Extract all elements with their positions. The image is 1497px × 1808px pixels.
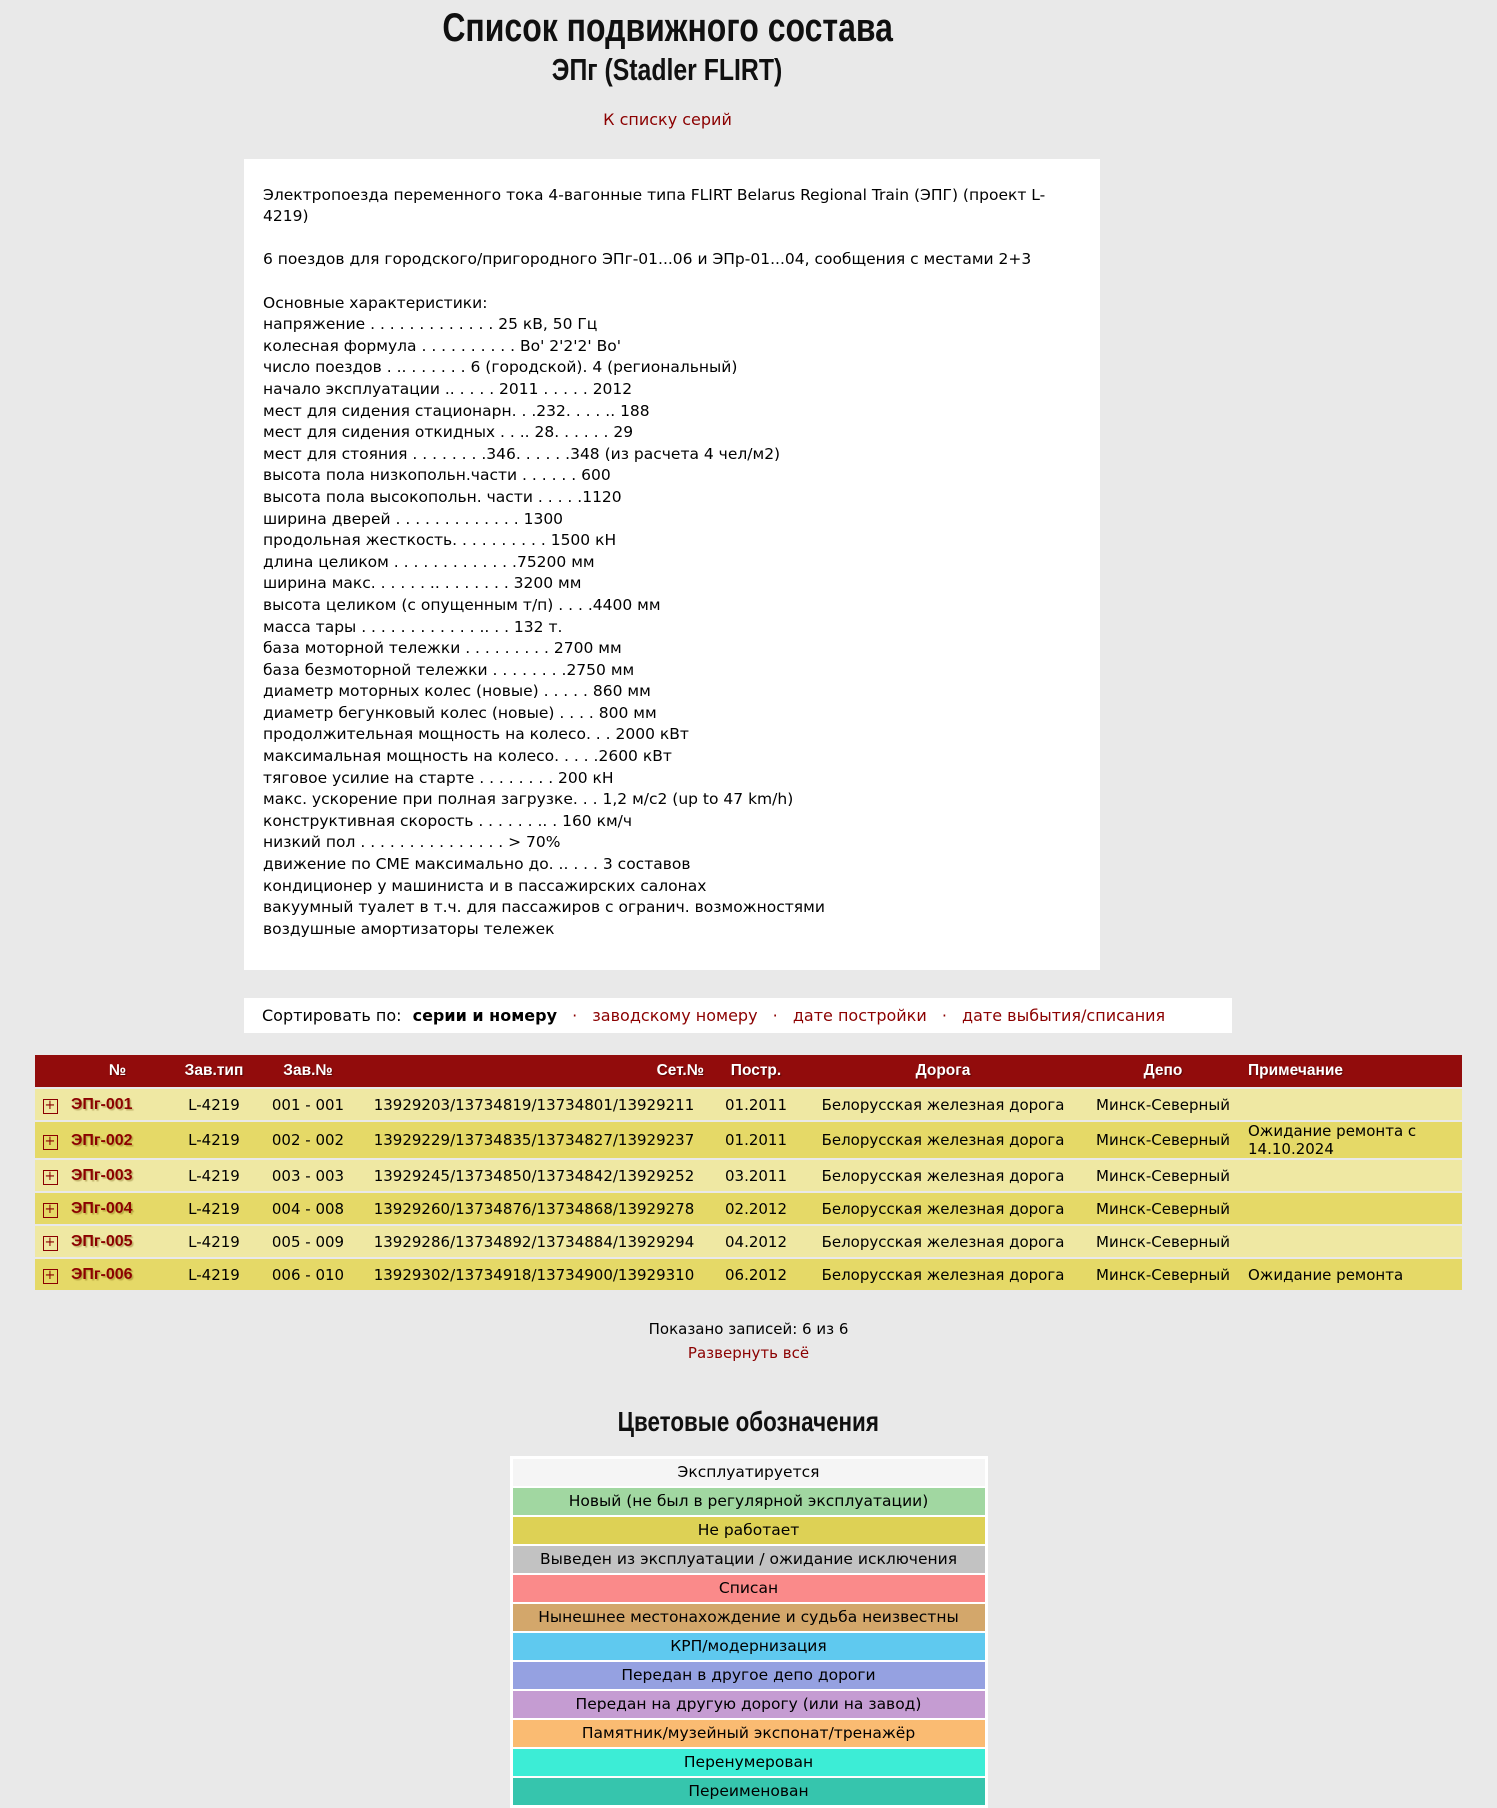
works-number-cell: 006 - 010 <box>258 1259 358 1290</box>
spec-line: макс. ускорение при полная загрузке. . . 1,2 м/с2 (up to 47 km/h) <box>263 790 794 809</box>
expand-row-icon[interactable]: + <box>43 1170 58 1185</box>
legend-item <box>513 1488 985 1515</box>
table-row <box>35 1226 1462 1257</box>
sort-label: Сортировать по: <box>262 1006 402 1026</box>
road-cell: Белорусская железная дорога <box>802 1160 1084 1191</box>
legend-item-label: Эксплуатируется <box>677 1463 820 1482</box>
sort-separator: · <box>941 1006 947 1026</box>
column-header-number: № <box>65 1055 170 1087</box>
spec-line: максимальная мощность на колесо. . . . .2600 кВт <box>263 747 672 766</box>
works-type-cell: L-4219 <box>170 1089 258 1120</box>
built-date-cell: 01.2011 <box>710 1122 802 1158</box>
spec-line: вакуумный туалет в т.ч. для пассажиров с огранич. возможностями <box>263 898 825 917</box>
legend-item <box>513 1749 985 1776</box>
road-cell: Белорусская железная дорога <box>802 1226 1084 1257</box>
note-cell: Ожидание ремонта с 14.10.2024 <box>1242 1122 1462 1158</box>
spec-line: база безмоторной тележки . . . . . . . .2750 мм <box>263 660 635 679</box>
spec-line: мест для сидения стационарн. . .232. . . . .. 188 <box>263 401 650 420</box>
network-number-cell: 13929286/13734892/13734884/13929294 <box>358 1226 710 1257</box>
works-number-cell: 001 - 001 <box>258 1089 358 1120</box>
column-header-network-number: Сет.№ <box>358 1055 710 1087</box>
column-header-depot: Депо <box>1084 1055 1242 1087</box>
depot-cell: Минск-Северный <box>1084 1259 1242 1290</box>
works-type-cell: L-4219 <box>170 1122 258 1158</box>
legend-item-label: КРП/модернизация <box>670 1637 827 1656</box>
legend-item-label: Памятник/музейный экспонат/тренажёр <box>581 1724 916 1743</box>
train-number-link[interactable]: ЭПг-001 <box>71 1096 133 1114</box>
works-number-cell: 002 - 002 <box>258 1122 358 1158</box>
column-header-built: Постр. <box>710 1055 802 1087</box>
works-type-cell: L-4219 <box>170 1160 258 1191</box>
spec-line: конструктивная скорость . . . . . . .. . 160 км/ч <box>263 811 633 830</box>
legend-item-label: Нынешнее местонахождение и судьба неизвестны <box>538 1608 959 1627</box>
road-cell: Белорусская железная дорога <box>802 1193 1084 1224</box>
note-cell <box>1242 1226 1462 1257</box>
table-row <box>35 1089 1462 1120</box>
records-count: Показано записей: 6 из 6 <box>648 1320 849 1339</box>
spec-line: число поездов . .. . . . . . . 6 (городской). 4 (региональный) <box>263 358 738 377</box>
note-cell <box>1242 1089 1462 1120</box>
expand-row-icon[interactable]: + <box>43 1135 58 1150</box>
spec-line: высота пола высокопольн. части . . . . .1120 <box>263 487 622 506</box>
note-cell: Ожидание ремонта <box>1242 1259 1462 1290</box>
legend-item-label: Списан <box>718 1579 779 1598</box>
spec-line: тяговое усилие на старте . . . . . . . . 200 кН <box>263 768 614 787</box>
legend-item <box>513 1633 985 1660</box>
train-number-link[interactable]: ЭПг-004 <box>71 1200 133 1218</box>
sort-option-build-date[interactable]: дате постройки <box>792 1006 927 1026</box>
spec-line: ширина макс. . . . . . .. . . . . . . . 3200 мм <box>263 574 582 593</box>
legend-item <box>513 1604 985 1631</box>
table-row <box>35 1193 1462 1224</box>
spec-line: кондиционер у машиниста и в пассажирских салонах <box>263 876 707 895</box>
spec-line: диаметр моторных колес (новые) . . . . . 860 мм <box>263 682 651 701</box>
road-cell: Белорусская железная дорога <box>802 1122 1084 1158</box>
spec-line: мест для сидения откидных . . .. 28. . . . . . 29 <box>263 423 634 442</box>
spec-line: ширина дверей . . . . . . . . . . . . . 1300 <box>263 509 564 528</box>
description-paragraph: Электропоезда переменного тока 4-вагонные типа FLIRT Belarus Regional Train (ЭПГ) (проект L-4219) <box>263 185 1046 226</box>
legend-item-label: Выведен из эксплуатации / ожидание исключения <box>539 1550 958 1569</box>
train-number-link[interactable]: ЭПг-003 <box>71 1167 133 1185</box>
column-header-works-number: Зав.№ <box>258 1055 358 1087</box>
legend-item <box>513 1778 985 1805</box>
color-legend <box>510 1456 988 1808</box>
specs-header: Основные характеристики: <box>263 293 488 312</box>
spec-line: высота пола низкопольн.части . . . . . . 600 <box>263 466 611 485</box>
legend-item-label: Передан в другое депо дороги <box>621 1666 876 1685</box>
spec-line: продольная жесткость. . . . . . . . . . 1500 кН <box>263 531 617 550</box>
legend-item <box>513 1662 985 1689</box>
legend-item <box>513 1575 985 1602</box>
spec-line: низкий пол . . . . . . . . . . . . . . . > 70% <box>263 833 561 852</box>
built-date-cell: 03.2011 <box>710 1160 802 1191</box>
legend-item-label: Передан на другую дорогу (или на завод) <box>575 1695 922 1714</box>
legend-item <box>513 1546 985 1573</box>
spec-line: масса тары . . . . . . . . . . . . .. . . 132 т. <box>263 617 563 636</box>
spec-line: длина целиком . . . . . . . . . . . . .75200 мм <box>263 552 595 571</box>
expand-row-icon[interactable]: + <box>43 1203 58 1218</box>
spec-line: начало эксплуатации .. . . . . 2011 . . . . . 2012 <box>263 379 633 398</box>
legend-item <box>513 1691 985 1718</box>
built-date-cell: 06.2012 <box>710 1259 802 1290</box>
depot-cell: Минск-Северный <box>1084 1193 1242 1224</box>
built-date-cell: 01.2011 <box>710 1089 802 1120</box>
legend-item-label: Переименован <box>688 1782 809 1801</box>
network-number-cell: 13929302/13734918/13734900/13929310 <box>358 1259 710 1290</box>
legend-item <box>513 1459 985 1486</box>
built-date-cell: 04.2012 <box>710 1226 802 1257</box>
works-number-cell: 004 - 008 <box>258 1193 358 1224</box>
expand-all-link[interactable]: Развернуть всё <box>687 1344 810 1363</box>
spec-line: диаметр бегунковый колес (новые) . . . . 800 мм <box>263 703 657 722</box>
depot-cell: Минск-Северный <box>1084 1226 1242 1257</box>
description-paragraph: 6 поездов для городского/пригородного ЭПг-01...06 и ЭПр-01...04, сообщения с местами 2+3 <box>263 250 1032 269</box>
works-type-cell: L-4219 <box>170 1259 258 1290</box>
page-title: Список подвижного состава <box>442 6 893 50</box>
legend-item <box>513 1517 985 1544</box>
specs-list <box>263 314 1081 940</box>
network-number-cell: 13929203/13734819/13734801/13929211 <box>358 1089 710 1120</box>
table-row <box>35 1160 1462 1191</box>
sort-option-works-number[interactable]: заводскому номеру <box>592 1006 758 1026</box>
column-header-expand <box>35 1055 65 1087</box>
expand-row-icon[interactable]: + <box>43 1236 58 1251</box>
note-cell <box>1242 1160 1462 1191</box>
works-number-cell: 003 - 003 <box>258 1160 358 1191</box>
roster-rows <box>35 1089 1462 1290</box>
column-header-works-type: Зав.тип <box>170 1055 258 1087</box>
spec-line: высота целиком (с опущенным т/п) . . . .4400 мм <box>263 595 661 614</box>
spec-line: мест для стояния . . . . . . . .346. . . . . .348 (из расчета 4 чел/м2) <box>263 444 781 463</box>
road-cell: Белорусская железная дорога <box>802 1259 1084 1290</box>
network-number-cell: 13929245/13734850/13734842/13929252 <box>358 1160 710 1191</box>
train-number-link[interactable]: ЭПг-005 <box>71 1233 133 1251</box>
legend-item-label: Не работает <box>697 1521 800 1540</box>
road-cell: Белорусская железная дорога <box>802 1089 1084 1120</box>
back-to-series-link[interactable]: К списку серий <box>603 109 732 129</box>
page-subtitle: ЭПг (Stadler FLIRT) <box>552 52 783 87</box>
sort-separator: · <box>772 1006 778 1026</box>
sort-active-option: серии и номеру <box>412 1006 558 1026</box>
train-number-link[interactable]: ЭПг-002 <box>71 1131 133 1149</box>
legend-item <box>513 1720 985 1747</box>
network-number-cell: 13929229/13734835/13734827/13929237 <box>358 1122 710 1158</box>
legend-item-label: Новый (не был в регулярной эксплуатации) <box>568 1492 929 1511</box>
table-row <box>35 1259 1462 1290</box>
column-header-note: Примечание <box>1242 1055 1462 1087</box>
spec-line: воздушные амортизаторы тележек <box>263 919 555 938</box>
spec-line: продолжительная мощность на колесо. . . 2000 кВт <box>263 725 689 744</box>
spec-line: напряжение . . . . . . . . . . . . . 25 кВ, 50 Гц <box>263 315 598 334</box>
roster-table <box>35 1053 1462 1292</box>
note-cell <box>1242 1193 1462 1224</box>
spec-line: колесная формула . . . . . . . . . . Во' 2'2'2' Во' <box>263 336 621 355</box>
train-number-link[interactable]: ЭПг-006 <box>71 1266 133 1284</box>
works-number-cell: 005 - 009 <box>258 1226 358 1257</box>
works-type-cell: L-4219 <box>170 1226 258 1257</box>
spec-line: база моторной тележки . . . . . . . . . 2700 мм <box>263 639 622 658</box>
built-date-cell: 02.2012 <box>710 1193 802 1224</box>
depot-cell: Минск-Северный <box>1084 1089 1242 1120</box>
depot-cell: Минск-Северный <box>1084 1160 1242 1191</box>
expand-row-icon[interactable]: + <box>43 1099 58 1114</box>
sort-separator: · <box>572 1006 578 1026</box>
works-type-cell: L-4219 <box>170 1193 258 1224</box>
page-header <box>0 0 1335 129</box>
column-header-road: Дорога <box>802 1055 1084 1087</box>
table-header-row <box>35 1055 1462 1087</box>
depot-cell: Минск-Северный <box>1084 1122 1242 1158</box>
sort-option-retire-date[interactable]: дате выбытия/списания <box>962 1006 1166 1026</box>
network-number-cell: 13929260/13734876/13734868/13929278 <box>358 1193 710 1224</box>
legend-item-label: Перенумерован <box>683 1753 814 1772</box>
description-box <box>244 159 1100 971</box>
legend-title: Цветовые обозначения <box>617 1406 880 1438</box>
expand-row-icon[interactable]: + <box>43 1269 58 1284</box>
table-row <box>35 1122 1462 1158</box>
sort-bar <box>244 998 1232 1033</box>
spec-line: движение по СМЕ максимально до. .. . . . 3 составов <box>263 855 691 874</box>
